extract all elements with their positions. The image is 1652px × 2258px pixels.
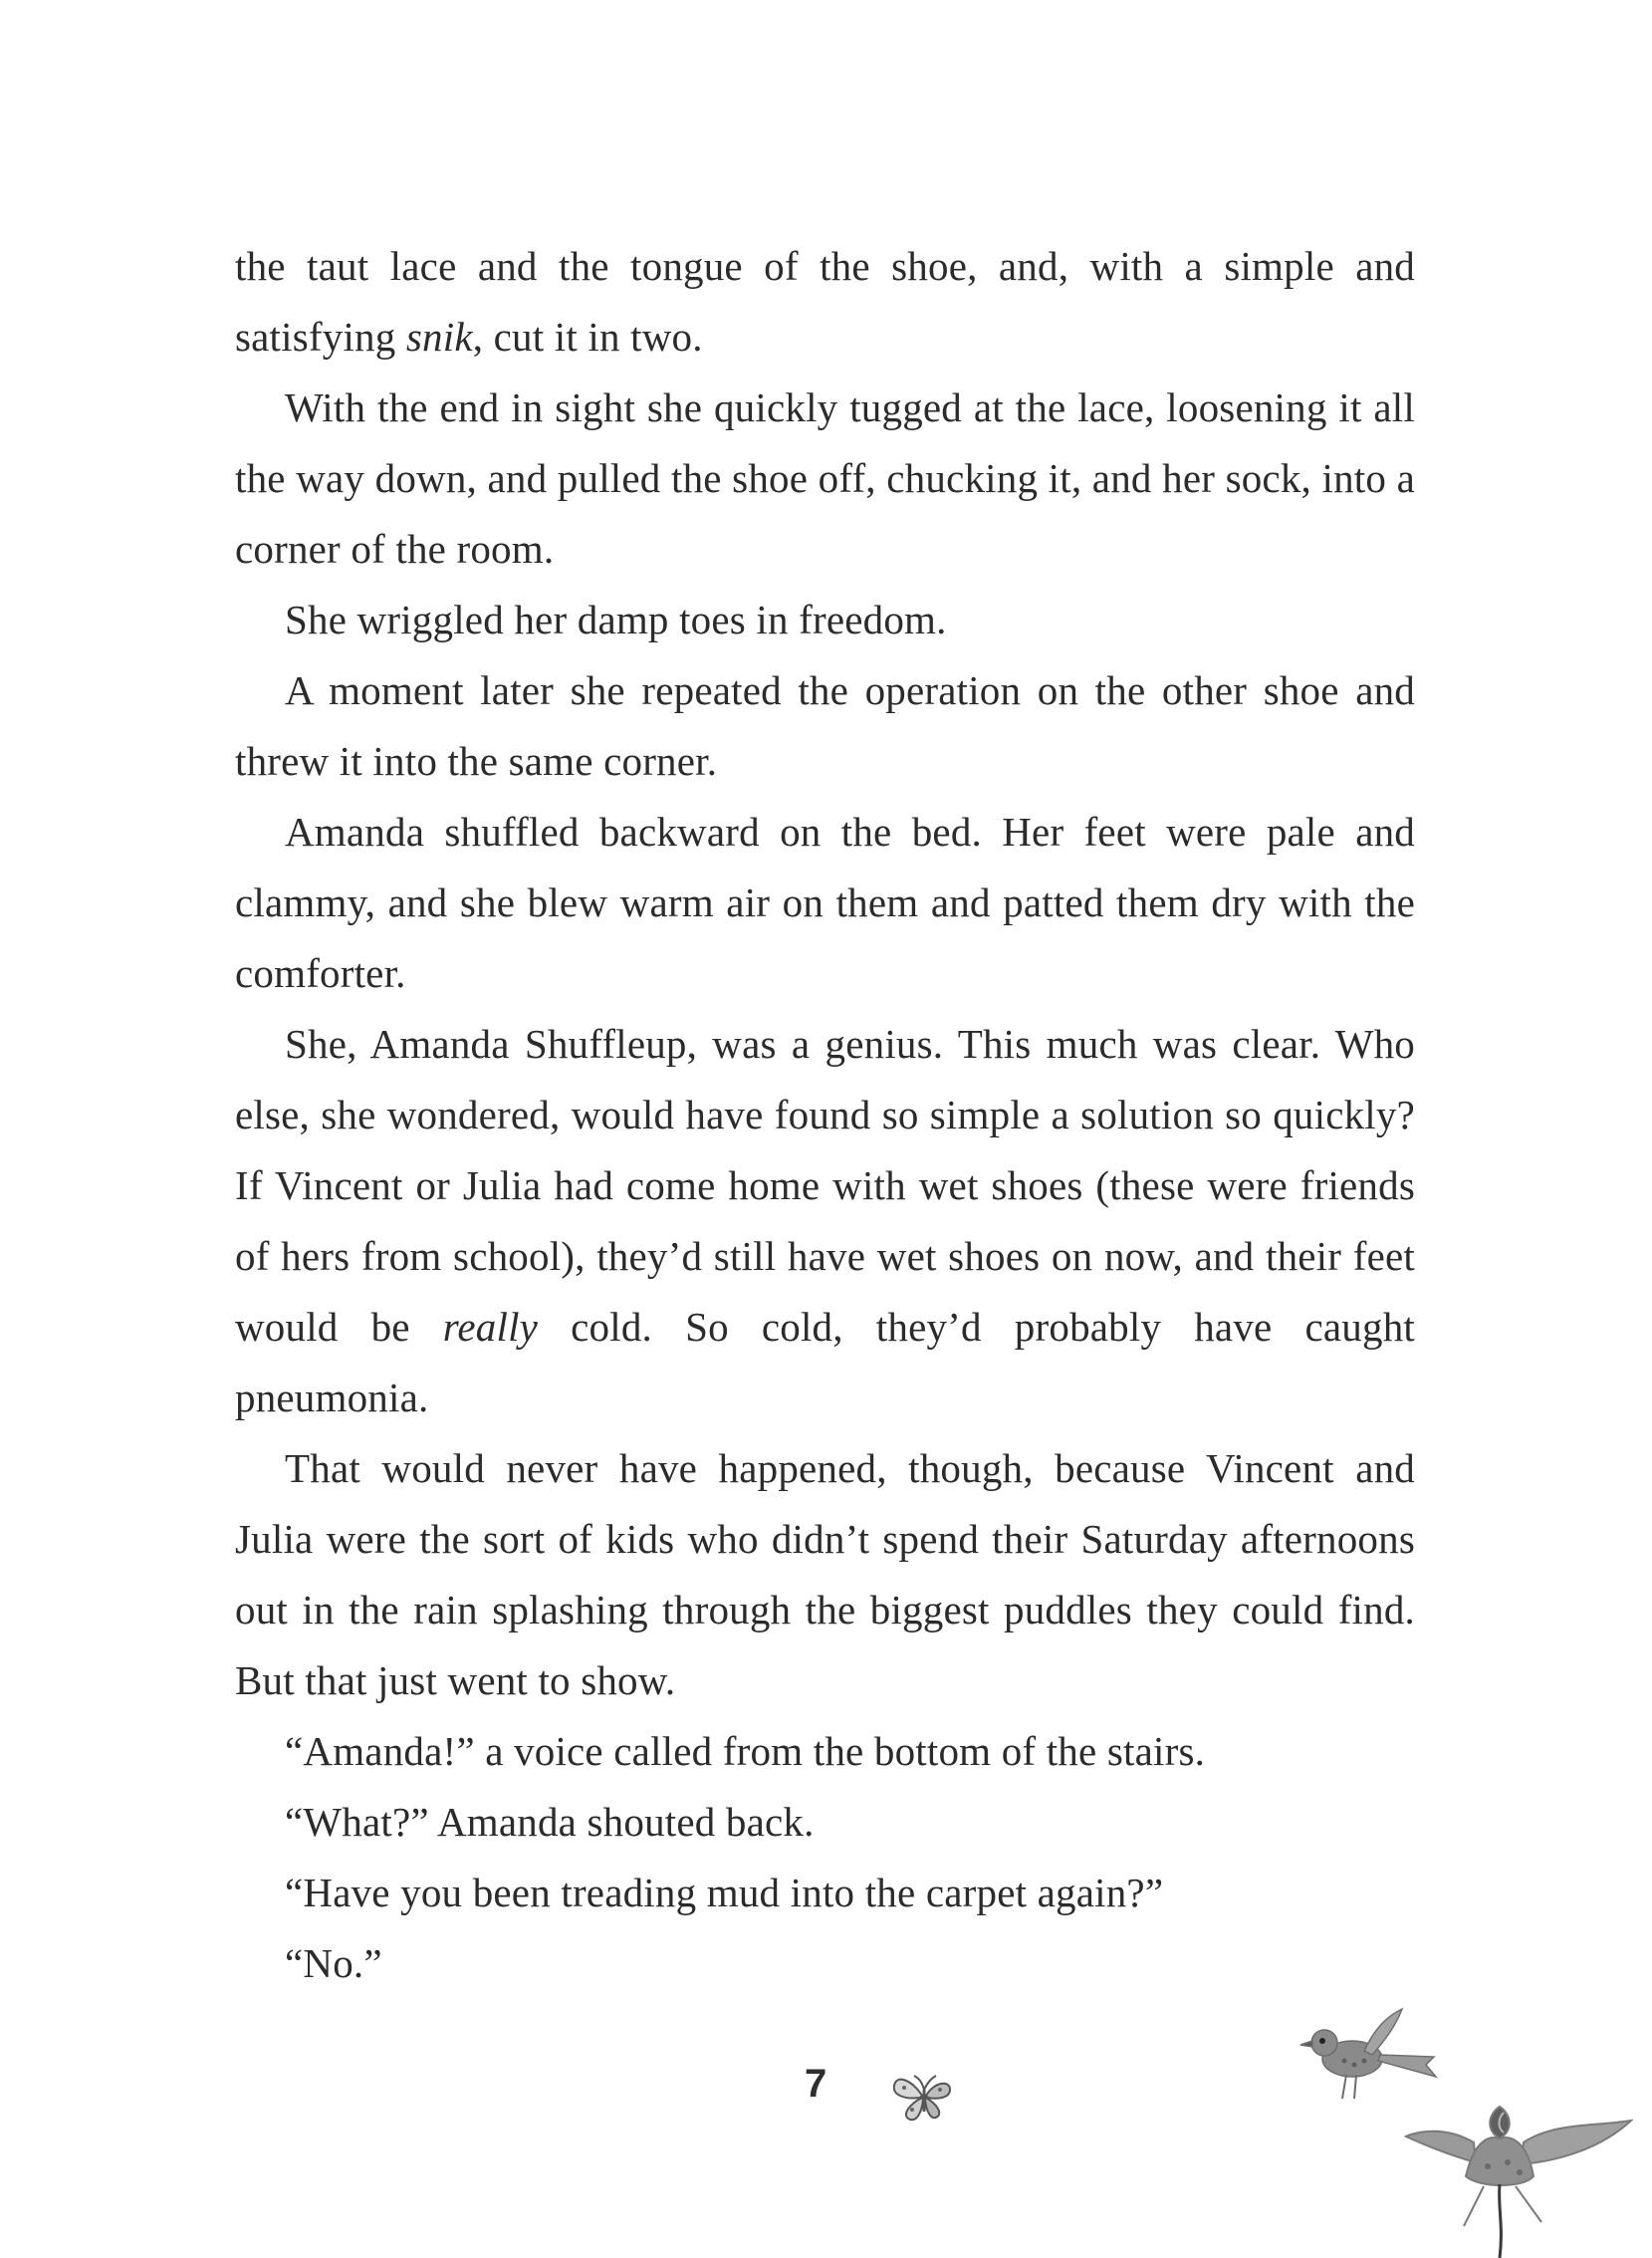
page-text bbox=[235, 231, 1415, 1999]
paragraph-7: That would never have happened, though, because Vincent and Julia were the sort of kids who didn’t spend their Saturday afternoons out in the rain splashing through the biggest puddles they could find. But that just went to show. bbox=[235, 1445, 1415, 1703]
paragraph-10: “Have you been treading mud into the carpet again?” bbox=[285, 1870, 1164, 1915]
paragraph-5: Amanda shuffled backward on the bed. Her feet were pale and clammy, and she blew warm air on them and patted them dry with the comforter. bbox=[235, 809, 1415, 996]
paragraph-1: the taut lace and the tongue of the shoe, and, with a simple and satisfying snik, cut it in two. bbox=[235, 243, 1415, 360]
italic-word: snik bbox=[405, 314, 473, 360]
butterfly-icon bbox=[888, 2060, 958, 2130]
paragraph-2: With the end in sight she quickly tugged at the lace, loosening it all the way down, and pulled the shoe off, chucking it, and her sock, into a corner of the room. bbox=[235, 384, 1415, 572]
italic-word: really bbox=[442, 1304, 539, 1350]
paragraph-6: She, Amanda Shuffleup, was a genius. This much was clear. Who else, she wondered, would have found so simple a solution so quickly? If Vincent or Julia had come home with wet shoes (these were friends of hers from school), they’d still have wet shoes on now, and their feet would be really cold. So cold, they’d probably have caught pneumonia. bbox=[235, 1021, 1415, 1420]
page-number: 7 bbox=[805, 2062, 827, 2106]
plant-illustration bbox=[1404, 2077, 1633, 2258]
paragraph-11: “No.” bbox=[285, 1940, 382, 1986]
paragraph-9: “What?” Amanda shouted back. bbox=[285, 1799, 815, 1845]
paragraph-3: She wriggled her damp toes in freedom. bbox=[285, 597, 947, 642]
paragraph-8: “Amanda!” a voice called from the bottom of the stairs. bbox=[285, 1728, 1206, 1774]
paragraph-4: A moment later she repeated the operation on the other shoe and threw it into the same corner. bbox=[235, 667, 1415, 784]
